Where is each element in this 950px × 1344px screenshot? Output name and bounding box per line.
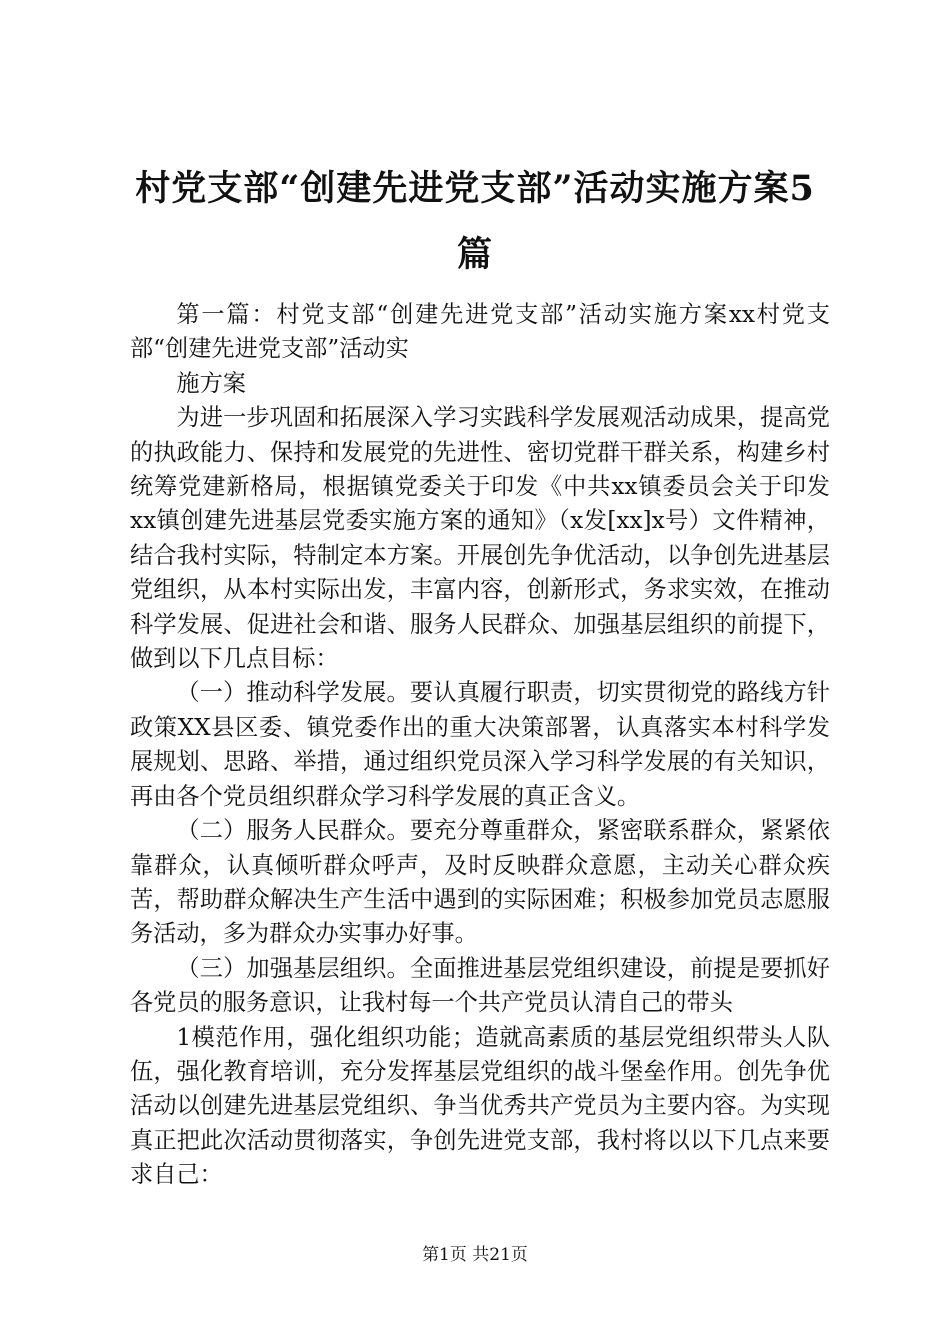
paragraph-1: 第一篇：村党支部“创建先进党支部”活动实施方案xx村党支部“创建先进党支部”活动实 — [130, 301, 830, 363]
paragraph-3: 为进一步巩固和拓展深入学习实践科学发展观活动成果，提高党的执政能力、保持和发展党的先进性、密切党群干群关系，构建乡村统筹党建新格局，根据镇党委关于印发《中共xx镇委员会关于印发xx镇创建先进基层党委实施方案的通知》（x发[xx]x号）文件精神，结合我村实际，特制定本方案。开展创先争优活动，以争创先进基层党组织，从本村实际出发，丰富内容，创新形式，务求实效，在推动科学发展、促进社会和谐、服务人民群众、加强基层组织的前提下，做到以下几点目标： — [130, 404, 830, 673]
paragraph-4: （一）推动科学发展。要认真履行职责，切实贯彻党的路线方针政策XX县区委、镇党委作出的重大决策部署，认真落实本村科学发展规划、思路、举措，通过组织党员深入学习科学发展的有关知识，再由各个党员组织群众学习科学发展的真正含义。 — [130, 679, 830, 810]
paragraph-2: 施方案 — [176, 369, 246, 397]
document-title: 村党支部“创建先进党支部”活动实施方案5篇 — [135, 168, 815, 275]
document-body — [130, 298, 830, 1193]
paragraph-6: （三）加强基层组织。全面推进基层党组织建设，前提是要抓好各党员的服务意识，让我村每一个共产党员认清自己的带头 — [130, 954, 830, 1017]
paragraph-5: （二）服务人民群众。要充分尊重群众，紧密联系群众，紧紧依靠群众，认真倾听群众呼声，及时反映群众意愿，主动关心群众疾苦，帮助群众解决生产生活中遇到的实际困难；积极参加党员志愿服务活动，多为群众办实事办好事。 — [130, 817, 830, 948]
paragraph-7: 1模范作用，强化组织功能；造就高素质的基层党组织带头人队伍，强化教育培训，充分发挥基层党组织的战斗堡垒作用。创先争优活动以创建先进基层党组织、争当优秀共产党员为主要内容。为实现真正把此次活动贯彻落实，争创先进党支部，我村将以以下几点来要求自己： — [130, 1023, 830, 1189]
page-footer: 第1页 共21页 — [422, 1245, 528, 1265]
